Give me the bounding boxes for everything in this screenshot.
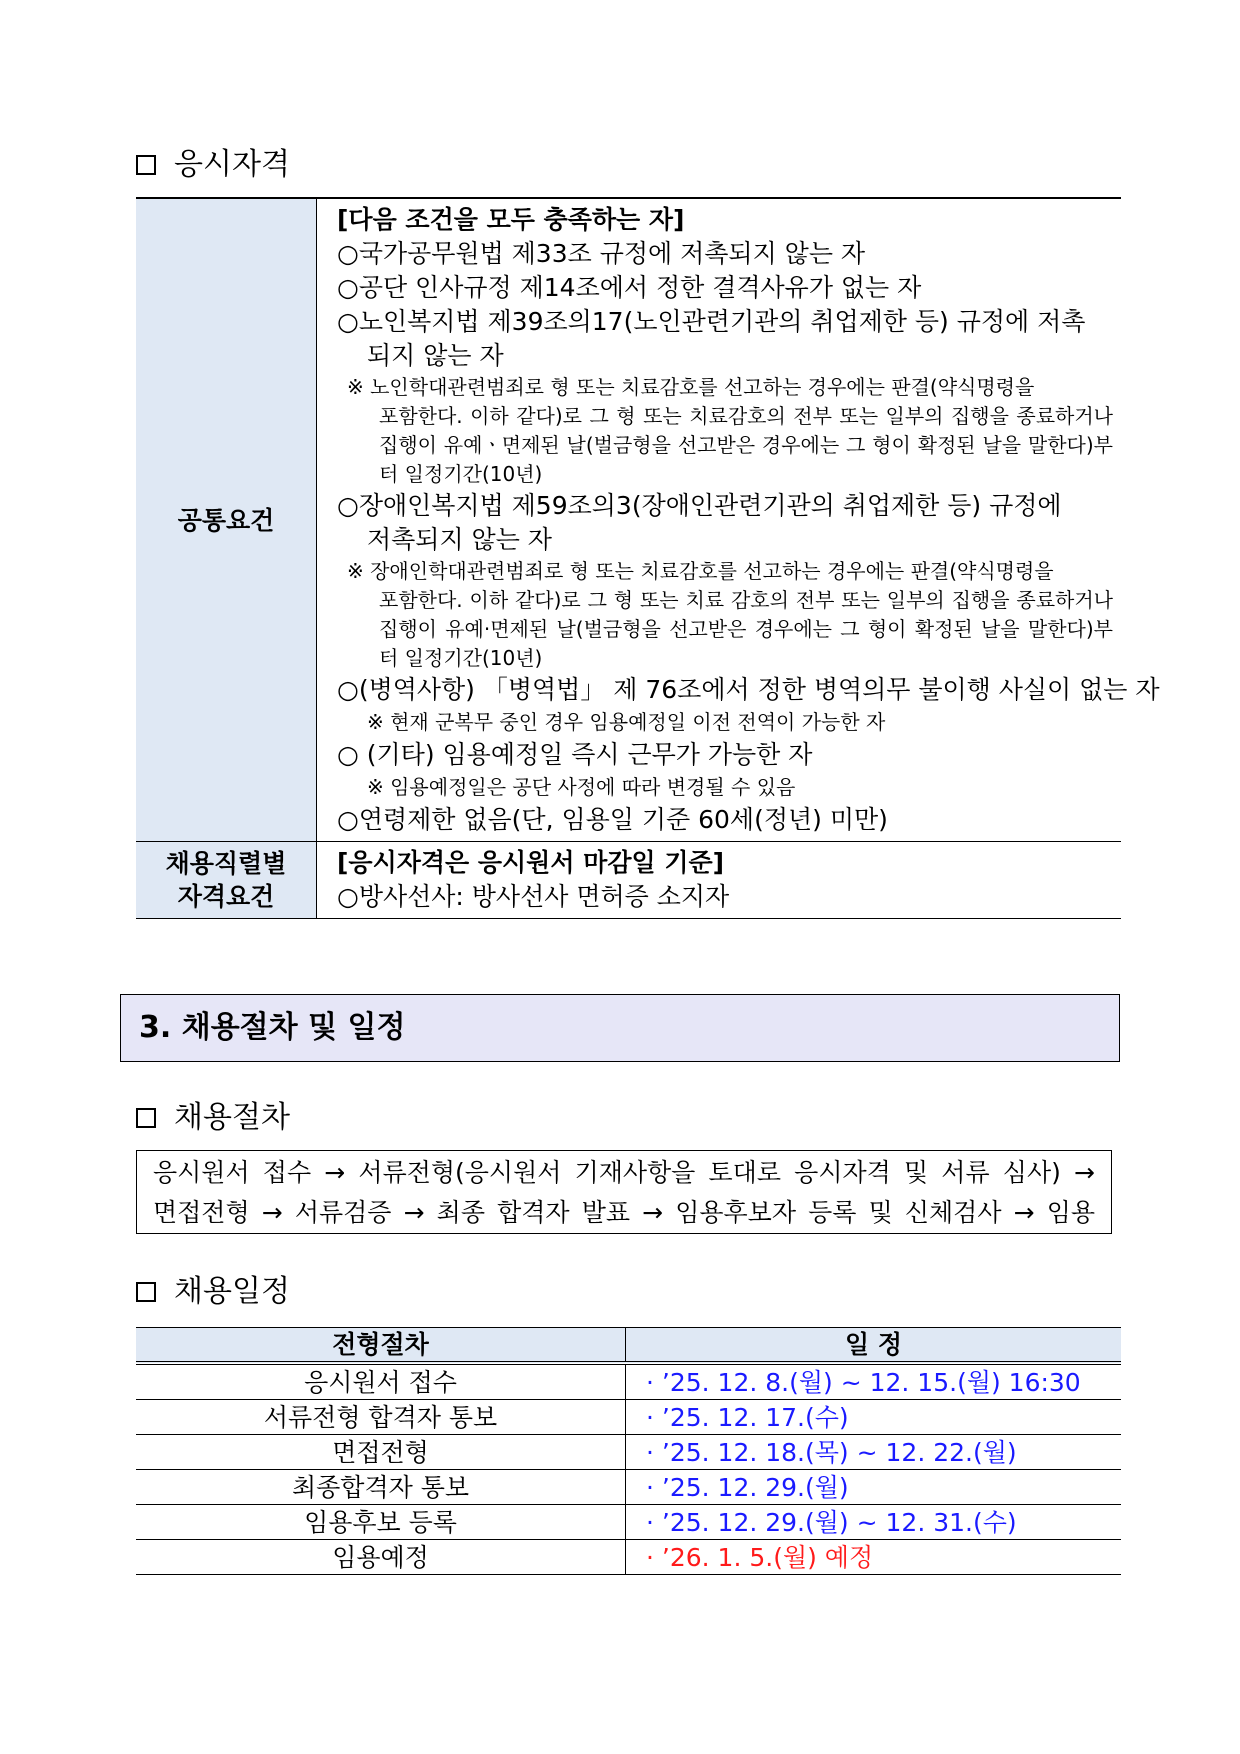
common-item-5: ○(병역사항) 「병역법」 제 76조에서 정한 병역의무 불이행 사실이 없는 자 xyxy=(337,675,1160,704)
table-row xyxy=(136,1400,1121,1435)
table-row xyxy=(136,1435,1121,1470)
qualification-table xyxy=(136,197,1160,919)
job-requirements-label xyxy=(136,842,317,919)
checkbox-square-icon xyxy=(136,1282,156,1302)
common-item-3: ○노인복지법 제39조의17(노인관련기관의 취업제한 등) 규정에 저촉 xyxy=(337,307,1086,336)
table-row xyxy=(136,1363,1121,1400)
section-3-title: 3. 채용절차 및 일정 xyxy=(120,994,1120,1062)
note-3-rest: 포함한다. 이하 같다)로 그 형 또는 치료감호의 전부 또는 일부의 집행을 종료하거나 집행이 유예ㆍ면제된 날(벌금형을 선고받은 경우에는 그 형이 확정된 날을 말한다)부터 일정기간(10년) xyxy=(379,404,1113,486)
date-cell: · ’25. 12. 17.(수) xyxy=(626,1400,1122,1435)
note-3-first-line: ※ 노인학대관련범죄로 형 또는 치료감호를 선고하는 경우에는 판결(약식명령을 xyxy=(347,375,1035,399)
common-item-2: ○공단 인사규정 제14조에서 정한 결격사유가 없는 자 xyxy=(337,273,922,302)
common-requirements-label: 공통요건 xyxy=(136,198,317,842)
common-note-6: ※ 임용예정일은 공단 사정에 따라 변경될 수 있음 xyxy=(367,775,796,799)
date-cell: · ’25. 12. 8.(월) ~ 12. 15.(월) 16:30 xyxy=(626,1363,1122,1400)
common-requirements-row xyxy=(136,198,1121,842)
common-item-7: ○연령제한 없음(단, 임용일 기준 60세(정년) 미만) xyxy=(337,805,888,834)
job-requirements-row xyxy=(136,842,1121,919)
common-requirements-content xyxy=(317,198,1160,842)
table-row xyxy=(136,1540,1121,1575)
procedure-heading-text: 채용절차 xyxy=(174,1100,290,1135)
column-header-date: 일 정 xyxy=(626,1328,1122,1364)
job-item-1: ○방사선사: 방사선사 면허증 소지자 xyxy=(337,882,730,911)
common-item-1: ○국가공무원법 제33조 규정에 저촉되지 않는 자 xyxy=(337,239,866,268)
job-label-line-1: 채용직렬별 xyxy=(165,849,287,878)
common-item-4: ○장애인복지법 제59조의3(장애인관련기관의 취업제한 등) 규정에 xyxy=(337,491,1062,520)
common-note-5: ※ 현재 군복무 중인 경우 임용예정일 이전 전역이 가능한 자 xyxy=(367,710,886,734)
note-4-first-line: ※ 장애인학대관련범죄로 형 또는 치료감호를 선고하는 경우에는 판결(약식명령을 xyxy=(347,559,1054,583)
job-intro: [응시자격은 응시원서 마감일 기준] xyxy=(337,848,725,877)
procedure-line-1: 응시원서 접수 → 서류전형(응시원서 기재사항을 토대로 응시자격 및 서류 심사) → xyxy=(153,1158,1095,1187)
common-note-3 xyxy=(337,373,1113,489)
column-header-step: 전형절차 xyxy=(136,1328,626,1364)
table-row xyxy=(136,1470,1121,1505)
step-cell: 임용후보 등록 xyxy=(136,1505,626,1540)
step-cell: 면접전형 xyxy=(136,1435,626,1470)
common-item-4-cont: 저촉되지 않는 자 xyxy=(367,525,552,554)
procedure-heading xyxy=(136,1098,290,1138)
step-cell: 응시원서 접수 xyxy=(136,1363,626,1400)
date-cell: · ’25. 12. 18.(목) ~ 12. 22.(월) xyxy=(626,1435,1122,1470)
qualification-heading xyxy=(136,145,290,185)
common-intro: [다음 조건을 모두 충족하는 자] xyxy=(337,205,685,234)
job-label-line-2: 자격요건 xyxy=(177,882,275,911)
procedure-box xyxy=(136,1150,1112,1234)
step-cell: 서류전형 합격자 통보 xyxy=(136,1400,626,1435)
table-row xyxy=(136,1505,1121,1540)
date-cell: · ’26. 1. 5.(월) 예정 xyxy=(626,1540,1122,1575)
procedure-line-2: 면접전형 → 서류검증 → 최종 합격자 발표 → 임용후보자 등록 및 신체검사 → 임용 xyxy=(153,1198,1095,1227)
schedule-header-row xyxy=(136,1328,1121,1364)
common-item-3-cont: 되지 않는 자 xyxy=(367,341,504,370)
step-cell: 임용예정 xyxy=(136,1540,626,1575)
qualification-heading-text: 응시자격 xyxy=(174,147,290,182)
schedule-heading xyxy=(136,1272,290,1312)
schedule-table xyxy=(136,1327,1121,1575)
schedule-heading-text: 채용일정 xyxy=(174,1274,290,1309)
job-requirements-content xyxy=(317,842,1122,919)
checkbox-square-icon xyxy=(136,1108,156,1128)
note-4-rest: 포함한다. 이하 같다)로 그 형 또는 치료 감호의 전부 또는 일부의 집행을 종료하거나 집행이 유예·면제된 날(벌금형을 선고받은 경우에는 그 형이 확정된 날을 말한다)부터 일정기간(10년) xyxy=(379,588,1113,670)
date-cell: · ’25. 12. 29.(월) ~ 12. 31.(수) xyxy=(626,1505,1122,1540)
step-cell: 최종합격자 통보 xyxy=(136,1470,626,1505)
date-cell: · ’25. 12. 29.(월) xyxy=(626,1470,1122,1505)
checkbox-square-icon xyxy=(136,155,156,175)
common-item-6: ○ (기타) 임용예정일 즉시 근무가 가능한 자 xyxy=(337,740,813,769)
common-note-4 xyxy=(337,557,1113,673)
